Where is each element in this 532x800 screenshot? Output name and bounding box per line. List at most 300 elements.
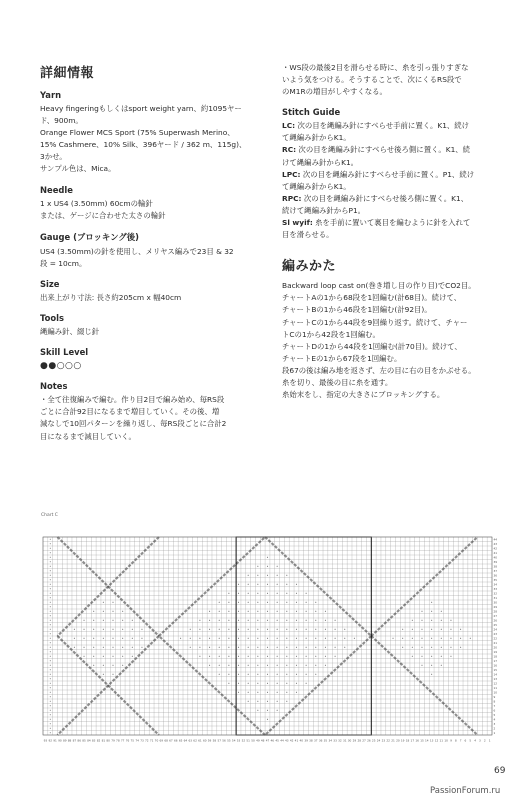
purl-dot	[306, 620, 307, 621]
purl-dot	[93, 647, 94, 648]
purl-dot	[267, 710, 268, 711]
purl-dot	[286, 665, 287, 666]
purl-dot	[248, 692, 249, 693]
stitch-number-label: 23	[381, 738, 386, 743]
purl-dot	[402, 629, 403, 630]
purl-dot	[277, 656, 278, 657]
purl-dot	[238, 692, 239, 693]
purl-dot	[257, 692, 258, 693]
stitch-number-label: 61	[198, 738, 202, 743]
row-number-label: 24	[493, 627, 498, 632]
stitch-label: RC:	[282, 145, 297, 155]
purl-dot	[228, 602, 229, 603]
stitch-number-label: 53	[236, 738, 241, 743]
purl-dot	[112, 647, 113, 648]
gauge-line: US4 (3.50mm)の針を使用し、メリヤス編みで23目 & 32	[40, 246, 234, 256]
row-number-label: 25	[493, 623, 498, 628]
purl-dot	[238, 656, 239, 657]
purl-dot	[325, 611, 326, 612]
stitch-number-label: 18	[405, 738, 410, 743]
gauge-line: 段 = 10cm。	[40, 258, 87, 268]
row-number-label: 3	[493, 722, 496, 727]
row-number-label: 22	[493, 636, 498, 641]
purl-dot	[248, 656, 249, 657]
purl-dot	[112, 674, 113, 675]
purl-dot	[315, 665, 316, 666]
stitch-label: LPC:	[282, 169, 301, 179]
row-number-label: 36	[493, 573, 498, 578]
yarn-line: 15% Cashmere、10% Silk、396ヤード / 362 m、115g)、	[40, 140, 247, 150]
purl-dot	[277, 701, 278, 702]
intro-line: ・WS段の最後2目を滑らせる時に、糸を引っ張りすぎな	[282, 63, 469, 72]
knitting-chart	[40, 535, 500, 751]
purl-dot	[335, 656, 336, 657]
purl-dot	[257, 611, 258, 612]
purl-dot	[335, 620, 336, 621]
stitch-number-label: 40	[299, 738, 304, 743]
row-number-label: 19	[493, 650, 498, 655]
yarn-line: Orange Flower MCS Sport (75% Superwash Merino、	[40, 128, 235, 138]
purl-dot	[267, 629, 268, 630]
purl-dot	[103, 647, 104, 648]
purl-dot	[441, 665, 442, 666]
yarn-line: 3かせ。	[40, 152, 67, 162]
row-number-label: 29	[493, 605, 498, 610]
purl-dot	[209, 620, 210, 621]
stitch-number-label: 37	[313, 738, 318, 743]
purl-dot	[238, 665, 239, 666]
purl-dot	[228, 647, 229, 648]
purl-dot	[286, 602, 287, 603]
purl-dot	[228, 683, 229, 684]
stitch-number-label: 8	[454, 738, 457, 743]
purl-dot	[286, 638, 287, 639]
stitch-number-label: 90	[58, 738, 62, 743]
purl-dot	[248, 647, 249, 648]
purl-dot	[267, 593, 268, 594]
instruction-line: Backward loop cast on(巻き増し目の作り目)でCO2目。	[282, 281, 476, 291]
purl-dot	[315, 620, 316, 621]
instruction-line: チャートCの1から44段を9回繰り返す。続けて、チャー	[282, 317, 468, 327]
purl-dot	[248, 584, 249, 585]
stitch-number-label: 46	[270, 738, 275, 743]
purl-dot	[228, 593, 229, 594]
purl-dot	[277, 566, 278, 567]
purl-dot	[286, 674, 287, 675]
purl-dot	[286, 584, 287, 585]
purl-dot	[470, 638, 471, 639]
purl-dot	[402, 647, 403, 648]
row-number-label: 32	[493, 591, 498, 596]
row-number-label: 39	[493, 560, 498, 565]
stitch-number-label: 38	[309, 738, 313, 743]
purl-dot	[286, 692, 287, 693]
purl-dot	[190, 647, 191, 648]
purl-dot	[103, 629, 104, 630]
purl-dot	[296, 593, 297, 594]
stitch-number-label: 69	[159, 738, 164, 743]
purl-dot	[112, 656, 113, 657]
purl-dot	[267, 674, 268, 675]
stitch-number-label: 47	[265, 738, 270, 743]
row-number-label: 28	[493, 609, 498, 614]
purl-dot	[431, 629, 432, 630]
edge-dot	[50, 593, 51, 594]
purl-dot	[344, 629, 345, 630]
edge-dot	[50, 584, 51, 585]
stitch-number-label: 87	[72, 738, 77, 743]
stitch-number-label: 6	[464, 738, 467, 743]
purl-dot	[74, 647, 75, 648]
row-number-label: 41	[493, 551, 498, 556]
purl-dot	[199, 620, 200, 621]
purl-dot	[83, 647, 84, 648]
purl-dot	[228, 620, 229, 621]
edge-dot	[50, 561, 51, 562]
notes-line: 減なしで10回パターンを繰り返し、毎RS段ごとに合計2	[40, 419, 227, 429]
purl-dot	[93, 620, 94, 621]
purl-dot	[412, 656, 413, 657]
stitch-number-label: 80	[106, 738, 110, 743]
row-number-label: 16	[493, 663, 498, 668]
edge-dot	[50, 732, 51, 733]
yarn-heading: Yarn	[40, 90, 62, 100]
edge-dot	[50, 701, 51, 702]
purl-dot	[277, 665, 278, 666]
purl-dot	[412, 647, 413, 648]
row-number-label: 40	[493, 555, 498, 560]
purl-dot	[431, 665, 432, 666]
stitch-number-label: 42	[289, 738, 294, 743]
row-number-label: 43	[493, 542, 498, 547]
stitch-guide-item-lpc-cont: て縄編み針からK1。	[282, 181, 351, 191]
edge-dot	[50, 692, 51, 693]
purl-dot	[238, 593, 239, 594]
purl-dot	[132, 620, 133, 621]
stitch-number-label: 54	[231, 738, 236, 743]
row-number-label: 44	[493, 537, 498, 542]
edge-dot	[50, 723, 51, 724]
purl-dot	[306, 593, 307, 594]
purl-dot	[257, 566, 258, 567]
instruction-line: 糸を切り、最後の目に糸を通す。	[282, 377, 393, 387]
purl-dot	[277, 674, 278, 675]
stitch-number-label: 17	[410, 738, 415, 743]
purl-dot	[325, 638, 326, 639]
edge-dot	[50, 660, 51, 661]
purl-dot	[219, 620, 220, 621]
chart-grid	[40, 535, 500, 747]
edge-dot	[50, 575, 51, 576]
purl-dot	[122, 620, 123, 621]
stitch-number-label: 35	[323, 738, 328, 743]
stitch-number-label: 44	[280, 738, 284, 743]
edge-dot	[50, 728, 51, 729]
purl-dot	[335, 638, 336, 639]
edge-dot	[50, 566, 51, 567]
stitch-number-label: 2	[483, 738, 486, 743]
purl-dot	[392, 638, 393, 639]
purl-dot	[257, 629, 258, 630]
needle-heading: Needle	[40, 184, 73, 195]
purl-dot	[315, 611, 316, 612]
edge-dot	[50, 678, 51, 679]
purl-dot	[267, 566, 268, 567]
stitch-number-label: 59	[207, 738, 212, 743]
chart-label: Chart C	[41, 513, 58, 518]
purl-dot	[296, 683, 297, 684]
stitch-number-label: 91	[53, 738, 57, 743]
purl-dot	[277, 692, 278, 693]
stitch-number-label: 51	[246, 738, 250, 743]
stitch-number-label: 83	[91, 738, 96, 743]
purl-dot	[325, 665, 326, 666]
tools-line: 縄編み針、綴じ針	[40, 327, 100, 337]
purl-dot	[267, 638, 268, 639]
purl-dot	[450, 647, 451, 648]
purl-dot	[450, 656, 451, 657]
purl-dot	[122, 611, 123, 612]
purl-dot	[83, 629, 84, 630]
edge-dot	[50, 710, 51, 711]
purl-dot	[248, 638, 249, 639]
stitch-number-label: 31	[342, 738, 347, 743]
purl-dot	[450, 620, 451, 621]
notes-line: ごとに合計92目になるまで増目していく。その後、増	[40, 407, 220, 417]
purl-dot	[228, 656, 229, 657]
edge-dot	[50, 588, 51, 589]
row-number-label: 27	[493, 614, 498, 619]
stitch-number-label: 52	[241, 738, 246, 743]
purl-dot	[277, 593, 278, 594]
stitch-guide-item-rc-cont: けて縄編み針からK1。	[282, 157, 359, 167]
stitch-number-label: 24	[376, 738, 381, 743]
purl-dot	[315, 674, 316, 675]
stitch-number-label: 93	[43, 738, 48, 743]
purl-dot	[257, 674, 258, 675]
purl-dot	[286, 647, 287, 648]
stitch-number-label: 41	[294, 738, 299, 743]
purl-dot	[180, 638, 181, 639]
purl-dot	[103, 656, 104, 657]
purl-dot	[431, 638, 432, 639]
stitch-label: LC:	[282, 121, 296, 131]
stitch-number-label: 70	[154, 738, 159, 743]
purl-dot	[209, 611, 210, 612]
edge-dot	[50, 597, 51, 598]
instruction-line: チャートBの1から46段を1回編む(計92目)。	[282, 305, 432, 315]
purl-dot	[219, 638, 220, 639]
purl-dot	[257, 647, 258, 648]
edge-dot	[50, 647, 51, 648]
row-number-label: 12	[493, 681, 498, 686]
stitch-number-label: 84	[87, 738, 91, 743]
purl-dot	[277, 575, 278, 576]
stitch-number-label: 12	[434, 738, 439, 743]
intro-line: いよう気をつける。そうすることで、次にくるRS段で	[282, 75, 462, 85]
row-number-label: 21	[493, 641, 498, 646]
stitch-number-label: 78	[116, 738, 120, 743]
purl-dot	[93, 629, 94, 630]
purl-dot	[122, 665, 123, 666]
notes-line: ・全て往復編みで編む。作り目2目で編み始め、毎RS段	[40, 395, 225, 405]
row-number-label: 13	[493, 677, 498, 682]
purl-dot	[267, 701, 268, 702]
purl-dot	[122, 629, 123, 630]
purl-dot	[441, 638, 442, 639]
purl-dot	[238, 629, 239, 630]
purl-dot	[132, 656, 133, 657]
purl-dot	[141, 647, 142, 648]
purl-dot	[209, 656, 210, 657]
purl-dot	[306, 602, 307, 603]
purl-dot	[296, 602, 297, 603]
row-number-label: 33	[493, 587, 498, 592]
purl-dot	[103, 620, 104, 621]
purl-dot	[431, 647, 432, 648]
purl-dot	[93, 638, 94, 639]
row-number-label: 26	[493, 618, 498, 623]
purl-dot	[74, 638, 75, 639]
purl-dot	[286, 620, 287, 621]
purl-dot	[122, 638, 123, 639]
instruction-line: チャートEの1から67段を1回編む。	[282, 353, 402, 363]
row-number-label: 14	[493, 672, 498, 677]
purl-dot	[286, 575, 287, 576]
yarn-line: Heavy fingeringもしくはsport weight yarn、約1095ヤー	[40, 104, 242, 113]
stitch-number-label: 65	[178, 738, 183, 743]
purl-dot	[277, 638, 278, 639]
row-number-label: 38	[493, 564, 498, 569]
purl-dot	[103, 638, 104, 639]
purl-dot	[412, 638, 413, 639]
purl-dot	[228, 638, 229, 639]
row-number-label: 17	[493, 659, 498, 664]
purl-dot	[277, 584, 278, 585]
purl-dot	[421, 638, 422, 639]
row-number-label: 8	[493, 699, 496, 704]
purl-dot	[354, 638, 355, 639]
purl-dot	[315, 638, 316, 639]
purl-dot	[267, 602, 268, 603]
stitch-number-label: 29	[352, 738, 357, 743]
purl-dot	[325, 620, 326, 621]
purl-dot	[267, 620, 268, 621]
purl-dot	[257, 683, 258, 684]
stitch-number-label: 5	[469, 738, 472, 743]
edge-dot	[50, 557, 51, 558]
stitch-guide-item-rpc-cont: 続けて縄編み針からP1。	[282, 205, 366, 215]
purl-dot	[277, 710, 278, 711]
purl-dot	[460, 629, 461, 630]
purl-dot	[267, 692, 268, 693]
purl-dot	[306, 611, 307, 612]
purl-dot	[103, 674, 104, 675]
stitch-number-label: 60	[202, 738, 207, 743]
purl-dot	[83, 656, 84, 657]
stitch-number-label: 86	[77, 738, 81, 743]
stitch-number-label: 67	[169, 738, 173, 743]
purl-dot	[74, 629, 75, 630]
row-number-label: 4	[493, 717, 496, 722]
size-line: 出来上がり寸法: 長さ約205cm x 幅40cm	[40, 292, 182, 302]
purl-dot	[228, 611, 229, 612]
purl-dot	[190, 629, 191, 630]
purl-dot	[83, 638, 84, 639]
purl-dot	[257, 710, 258, 711]
stitch-number-label: 27	[362, 738, 366, 743]
edge-dot	[50, 696, 51, 697]
purl-dot	[199, 638, 200, 639]
stitch-number-label: 48	[260, 738, 265, 743]
stitch-number-label: 55	[227, 738, 231, 743]
stitch-number-label: 30	[347, 738, 352, 743]
skill-heading: Skill Level	[40, 347, 89, 358]
purl-dot	[228, 674, 229, 675]
edge-dot	[50, 638, 51, 639]
purl-dot	[286, 629, 287, 630]
stitch-number-label: 72	[145, 738, 149, 743]
row-number-label: 18	[493, 654, 498, 659]
stitch-number-label: 49	[256, 738, 260, 743]
purl-dot	[325, 629, 326, 630]
stitch-number-label: 9	[450, 738, 452, 743]
purl-dot	[412, 629, 413, 630]
purl-dot	[112, 638, 113, 639]
stitch-number-label: 3	[479, 738, 481, 743]
stitch-text: 次の目を縄編み針にすべらせ後ろ側に置く。K1、続	[296, 145, 471, 155]
edge-dot	[50, 687, 51, 688]
purl-dot	[112, 602, 113, 603]
stitch-number-label: 15	[420, 738, 424, 743]
purl-dot	[209, 665, 210, 666]
purl-dot	[296, 629, 297, 630]
purl-dot	[141, 638, 142, 639]
purl-dot	[296, 674, 297, 675]
instruction-line: チャートDの1から44段を1回編む(計70目)。続けて、	[282, 341, 462, 351]
stitch-number-label: 73	[140, 738, 144, 743]
stitch-number-label: 16	[415, 738, 419, 743]
purl-dot	[277, 602, 278, 603]
yarn-line: ド、900m。	[40, 116, 83, 126]
size-heading: Size	[40, 278, 60, 289]
purl-dot	[248, 701, 249, 702]
stitch-number-label: 13	[429, 738, 434, 743]
purl-dot	[421, 611, 422, 612]
purl-dot	[238, 683, 239, 684]
stitch-number-label: 85	[82, 738, 86, 743]
purl-dot	[103, 611, 104, 612]
purl-dot	[431, 602, 432, 603]
intro-line: のM1Rの増目がしやすくなる。	[282, 87, 387, 97]
purl-dot	[344, 647, 345, 648]
stitch-number-label: 21	[391, 738, 395, 743]
stitch-number-label: 81	[101, 738, 106, 743]
purl-dot	[122, 647, 123, 648]
purl-dot	[335, 647, 336, 648]
stitch-number-label: 19	[400, 738, 405, 743]
purl-dot	[199, 656, 200, 657]
needle-line: または、ゲージに合わせた太さの輪針	[40, 210, 166, 220]
edge-dot	[50, 611, 51, 612]
edge-dot	[50, 570, 51, 571]
stitch-number-label: 68	[164, 738, 168, 743]
purl-dot	[277, 611, 278, 612]
row-number-label: 15	[493, 668, 498, 673]
edge-dot	[50, 620, 51, 621]
stitch-number-label: 66	[173, 738, 178, 743]
stitch-number-label: 82	[96, 738, 101, 743]
